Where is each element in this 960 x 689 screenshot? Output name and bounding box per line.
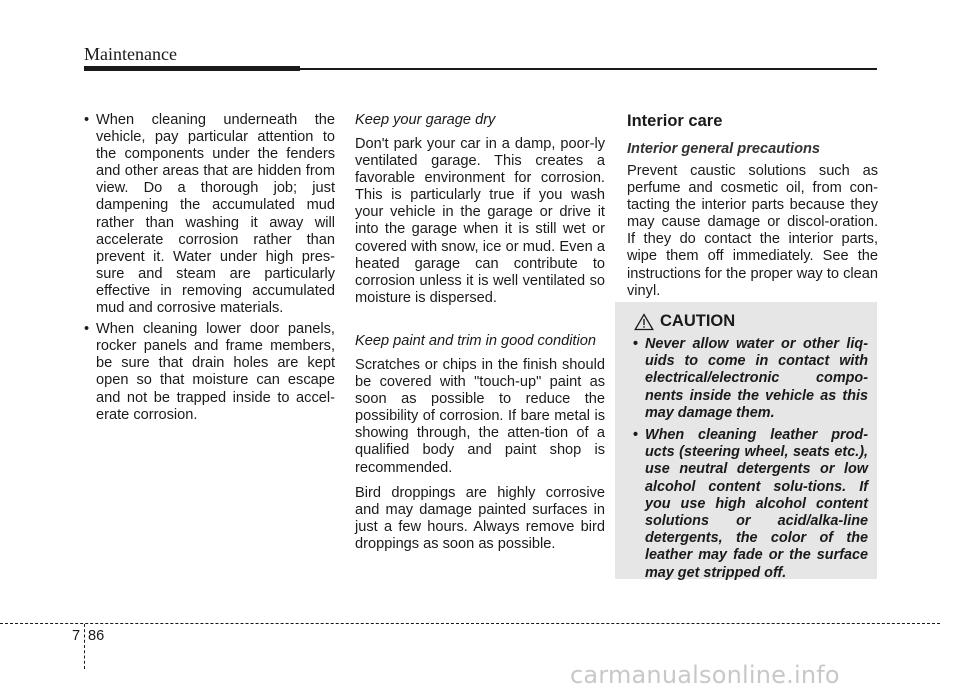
column-3 [627, 112, 878, 308]
interior-care-paragraph: Prevent caustic solutions such as perfume and cosmetic oil, from con-tacting the interior parts because they may cause damage or discol-oration. If they do contact the interior parts, wipe them off immediately. See the instructions for the proper way to clean vinyl. [627, 163, 878, 299]
column-1 [84, 112, 335, 428]
chapter-number: 7 [72, 628, 81, 644]
caution-box [615, 302, 877, 579]
header-rule-thin [300, 68, 877, 70]
footer-page-divider [84, 624, 85, 669]
footer-divider [0, 623, 940, 624]
interior-precautions-subheading: Interior general precautions [627, 141, 821, 157]
watermark: carmanualsonline.info [570, 661, 840, 689]
paint-heading: Keep paint and trim in good condition [355, 332, 596, 349]
bullet-underneath-cleaning: • When cleaning underneath the vehicle, pay particular attention to the components under the fenders and other areas that are hidden from view. Do a thorough job; just dampening the accumulated mud rather than washing it away will accelerate corrosion rather than prevent it. Water under high pres-sure and steam are particularly effective in removing accumulated mud and corrosive materials. [84, 112, 335, 317]
page-number: 86 [88, 628, 105, 644]
caution-item-liquids: • Never allow water or other liq-uids to come in contact with electrical/electronic compo-nents inside the vehicle as this may damage them. [633, 336, 868, 422]
garage-heading: Keep your garage dry [355, 112, 496, 128]
caution-list [633, 336, 868, 587]
caution-item-leather: • When cleaning leather prod-ucts (steering wheel, seats etc.), use neutral detergents or low alcohol content solu-tions. If you use high alcohol content solutions or acid/alka-line detergents, the color of the leather may fade or the surface may get stripped off. [633, 427, 868, 582]
warning-triangle-icon [634, 313, 654, 331]
header-title: Maintenance [84, 44, 177, 64]
cleaning-bullet-list [84, 112, 335, 424]
paint-paragraph: Scratches or chips in the finish should be covered with "touch-up" paint as soon as possible to reduce the possibility of corrosion. If bare metal is showing through, the atten-tion of a qualified body and paint shop is recommended. [355, 356, 605, 476]
header-rule-thick [84, 66, 300, 71]
column-2 [355, 112, 605, 561]
garage-paragraph: Don't park your car in a damp, poor-ly ventilated garage. This creates a favorable environment for corrosion. This is particularly true if you wash your vehicle in the garage or drive it into the garage when it is still wet or covered with snow, ice or mud. Even a heated garage can contribute to corrosion unless it is well ventilated so moisture is dispersed. [355, 136, 605, 306]
bird-droppings-paragraph: Bird droppings are highly corrosive and may damage painted surfaces in just a few hours. Always remove bird droppings as soon as possible. [355, 484, 605, 552]
bullet-door-panels: • When cleaning lower door panels, rocker panels and frame members, be sure that drain holes are kept open so that moisture can escape and not be trapped inside to accel-erate corrosion. [84, 321, 335, 424]
interior-care-heading: Interior care [627, 112, 723, 130]
caution-title: CAUTION [660, 312, 736, 330]
caution-header [634, 312, 735, 331]
